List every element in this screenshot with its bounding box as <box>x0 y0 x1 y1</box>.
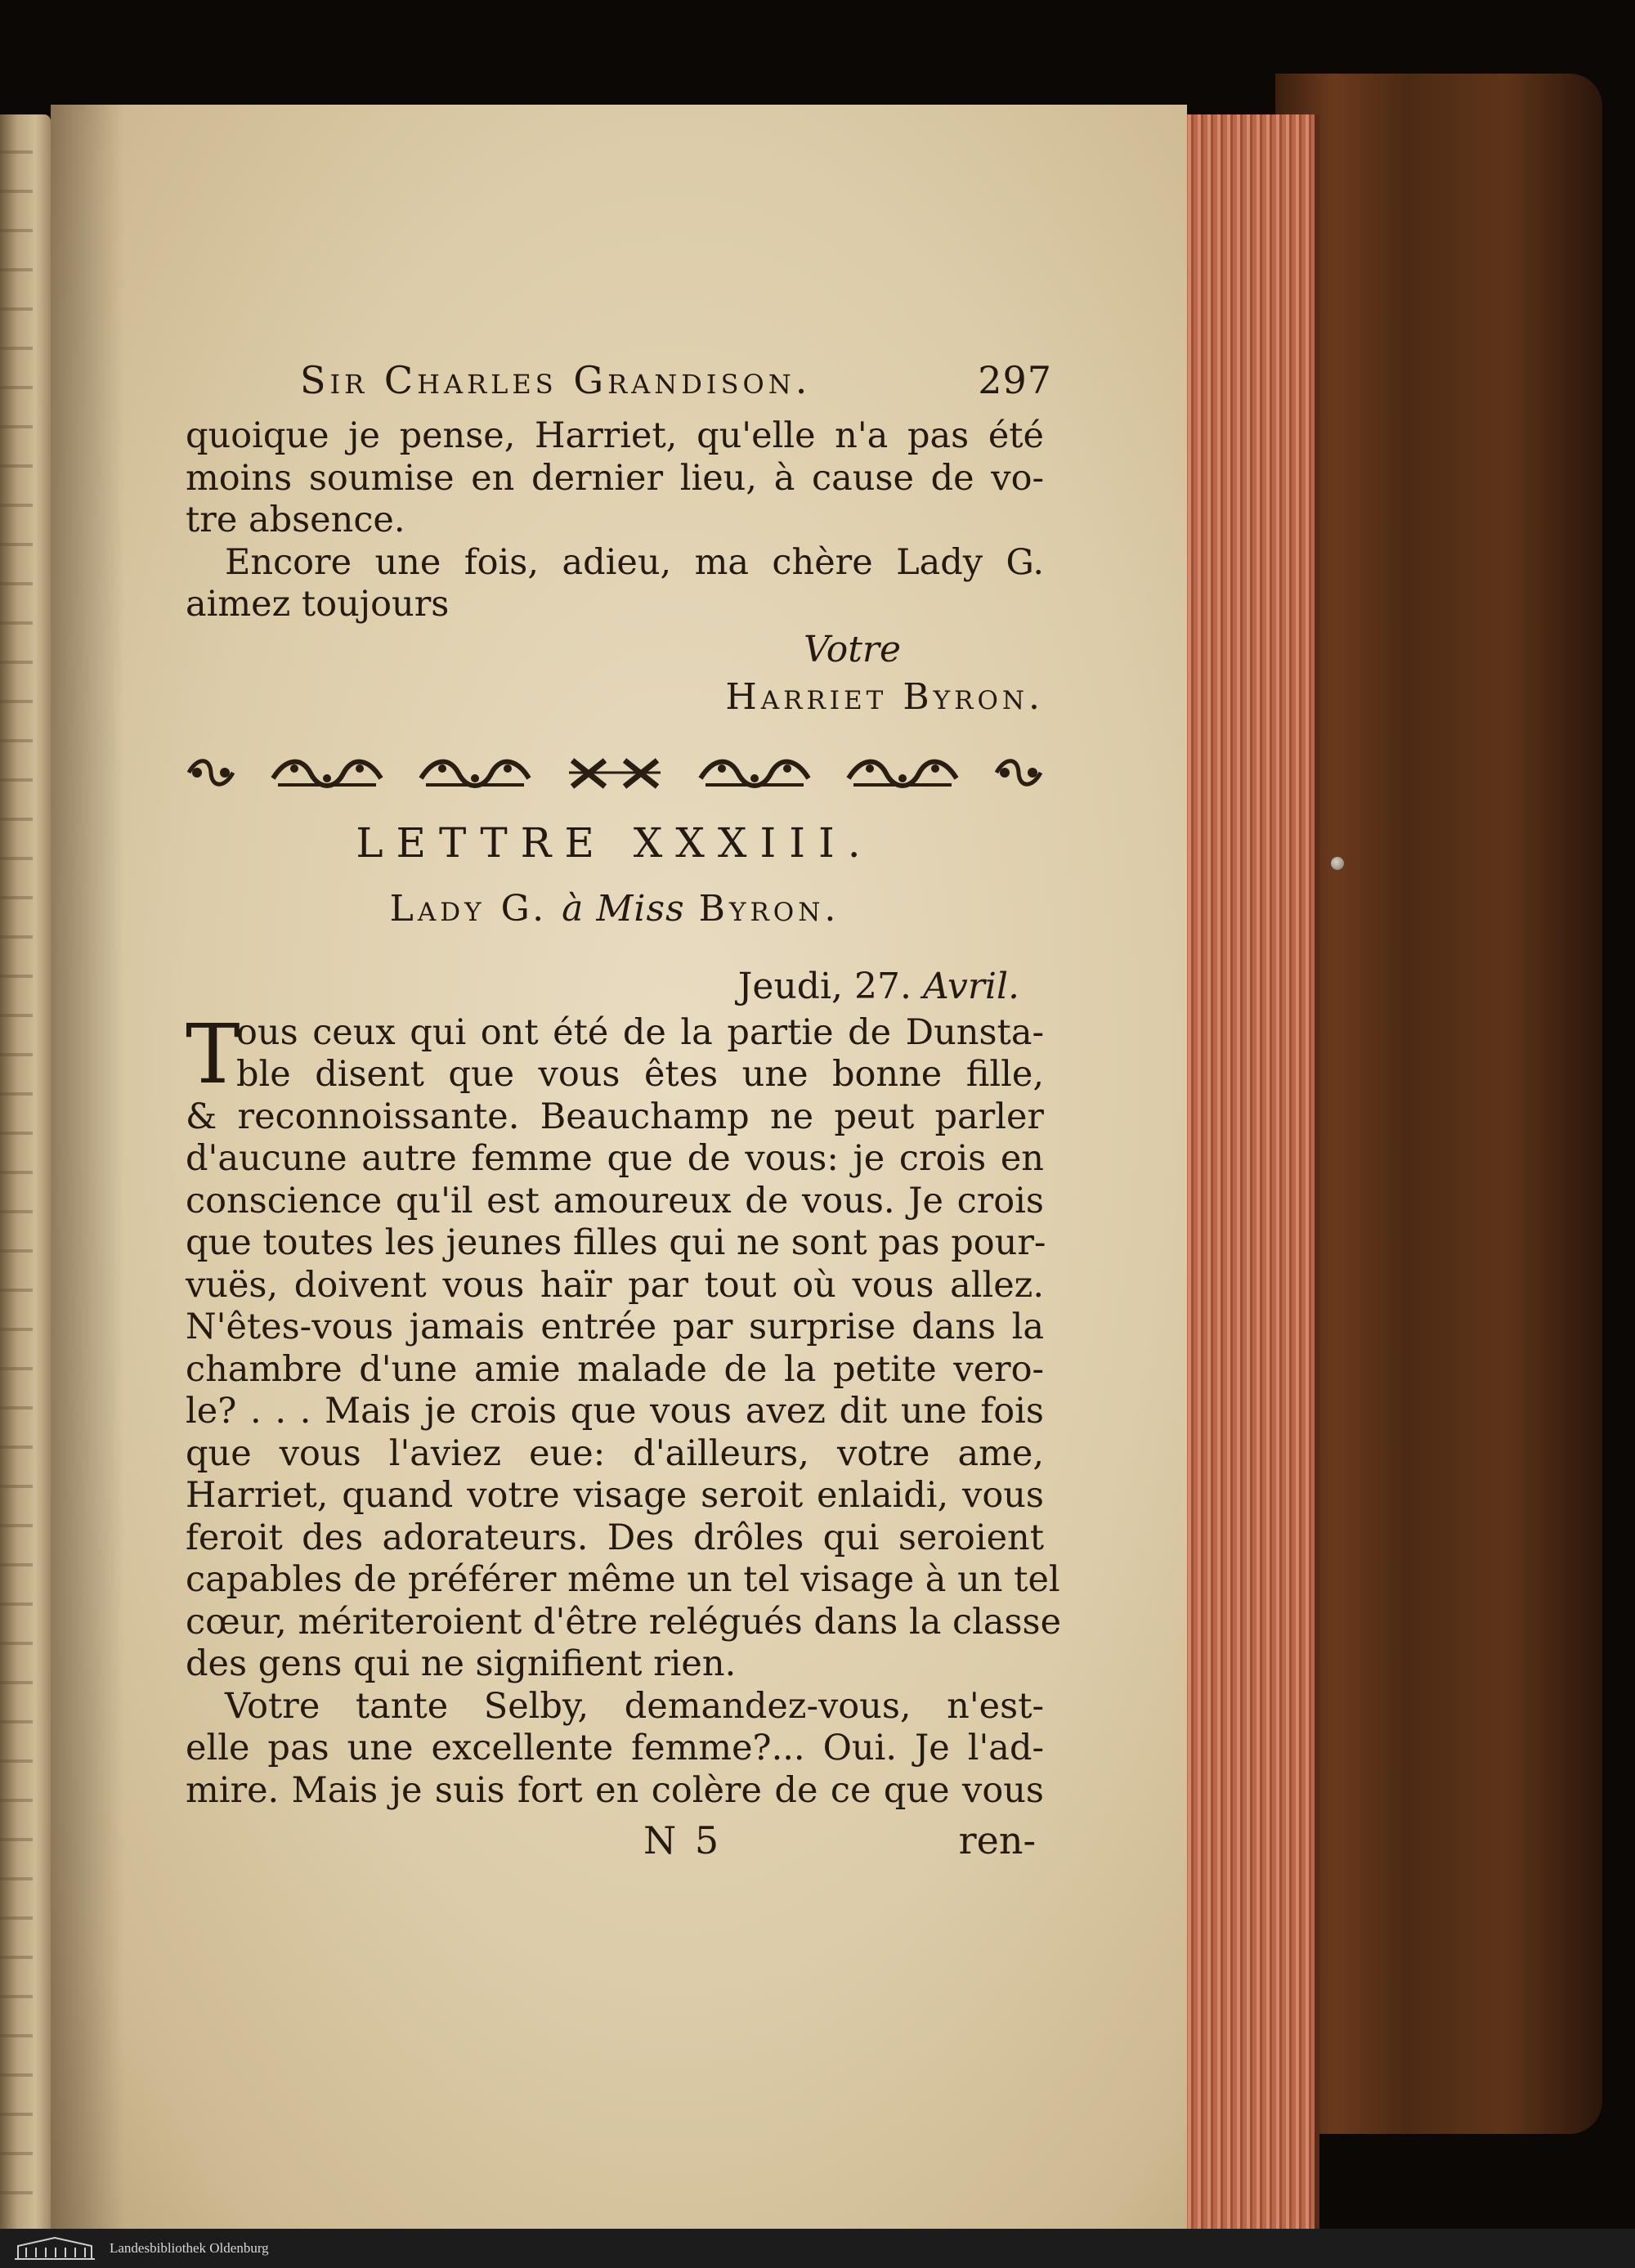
text-line: elle pas une excellente femme?... Oui. Je l'ad- <box>186 1728 1044 1768</box>
text-line: feroit des adorateurs. Des drôles qui seroient <box>186 1517 1044 1558</box>
letter-salutation <box>186 888 1044 930</box>
crossed-ornament-icon <box>566 754 664 791</box>
library-name: Landesbibliothek Oldenburg <box>110 2240 269 2256</box>
closing-paragraph <box>186 542 1044 626</box>
text-line: le? . . . Mais je crois que vous avez dit une fois <box>186 1391 1044 1432</box>
text-line: moins soumise en dernier lieu, à cause de vo- <box>186 457 1044 499</box>
scroll-ornament-icon <box>270 754 384 791</box>
signature-name: Harriet Byron. <box>725 675 1044 718</box>
text-line: ous ceux qui ont été de la partie de Dunsta- <box>236 1011 1044 1053</box>
text-line: que toutes les jeunes filles qui ne sont pas pour- <box>186 1222 1046 1263</box>
page-block-edges <box>1184 114 1319 2232</box>
scroll-ornament-icon <box>697 754 812 791</box>
date-day: Jeudi, 27. <box>737 965 912 1007</box>
text-line: conscience qu'il est amoureux de vous. Je crois <box>186 1180 1044 1221</box>
opening-paragraph <box>186 415 1044 542</box>
text-line: chambre d'une amie malade de la petite vero- <box>186 1348 1044 1390</box>
bleed-through-text <box>0 114 33 2240</box>
book-page <box>51 105 1187 2239</box>
text-line: Encore une fois, adieu, ma chère Lady G. <box>225 541 1044 583</box>
leather-cover <box>1275 74 1602 2134</box>
text-line: & reconnoissante. Beauchamp ne peut parler <box>186 1096 1044 1137</box>
scroll-ornament-icon <box>418 754 532 791</box>
text-line: Votre tante Selby, demandez-vous, n'est- <box>225 1685 1044 1727</box>
text-line: Harriet, quand votre visage seroit enlaidi, vous <box>186 1475 1044 1516</box>
text-line: aimez toujours <box>186 584 450 625</box>
salutation-recipient-title: à Miss <box>562 887 685 930</box>
page-content <box>186 358 1062 1867</box>
text-line: capables de préférer même un tel visage à un tel <box>186 1559 1060 1600</box>
date-month: Avril. <box>922 965 1019 1007</box>
text-line: quoique je pense, Harriet, qu'elle n'a pas été <box>186 415 1044 456</box>
previous-page-edge <box>0 114 51 2240</box>
text-line: cœur, mériteroient d'être relégués dans la classe <box>186 1601 1062 1643</box>
clasp-rivet <box>1331 857 1344 870</box>
fleuron-icon <box>186 754 236 791</box>
ornamental-divider <box>186 751 1044 795</box>
running-head <box>186 358 1052 415</box>
scroll-ornament-icon <box>845 754 960 791</box>
text-line: tre absence. <box>186 500 405 540</box>
text-line: d'aucune autre femme que de vous: je crois en <box>186 1138 1044 1179</box>
gutter-shadow <box>51 105 124 2239</box>
signature-votre: Votre <box>804 628 901 670</box>
page-footer <box>186 1818 1044 1867</box>
letter-date <box>186 966 1044 1007</box>
library-footer-bar <box>0 2229 1635 2268</box>
letter-body <box>186 1006 1062 1813</box>
signature-mark: N 5 <box>643 1818 723 1862</box>
text-line: mire. Mais je suis fort en colère de ce que vous <box>186 1769 1044 1811</box>
salutation-recipient: Byron. <box>698 887 840 930</box>
text-line: ble disent que vous êtes une bonne fille, <box>236 1054 1044 1095</box>
text-line: vuës, doivent vous haïr par tout où vous allez. <box>186 1264 1044 1306</box>
fleuron-icon <box>993 754 1044 791</box>
page-number: 297 <box>978 358 1052 402</box>
letter-title: LETTRE XXXIII. <box>356 818 874 867</box>
catchword: ren- <box>958 1818 1036 1862</box>
text-line: N'êtes-vous jamais entrée par surprise dans la <box>186 1307 1044 1347</box>
salutation-sender: Lady G. <box>389 887 549 930</box>
library-building-icon <box>10 2234 100 2262</box>
running-head-title: Sir Charles Grandison. <box>300 358 812 402</box>
text-line: des gens qui ne signifient rien. <box>186 1643 737 1684</box>
drop-cap: T <box>186 1006 240 1102</box>
text-line: que vous l'aviez eue: d'ailleurs, votre ame, <box>186 1432 1044 1474</box>
